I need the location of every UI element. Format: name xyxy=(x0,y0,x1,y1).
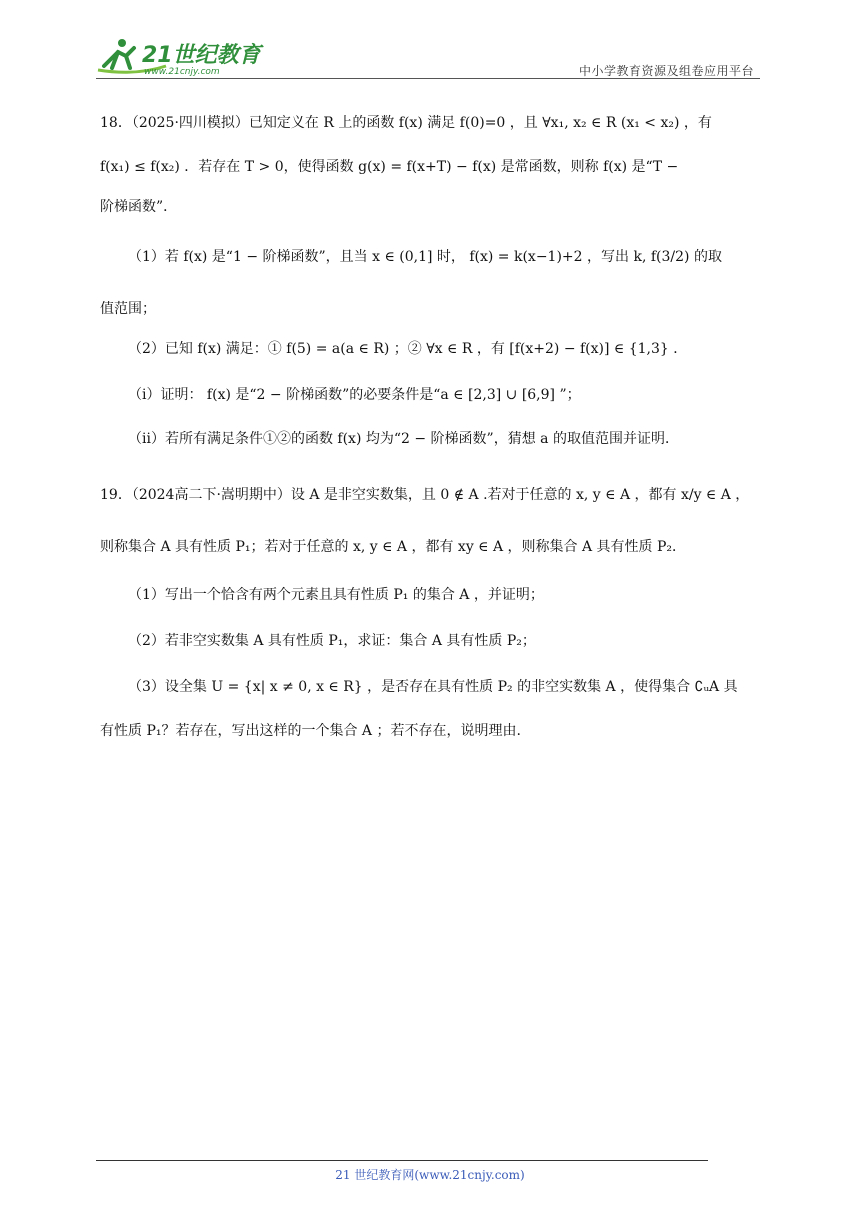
q19-line-1: 19．（2024高二下·嵩明期中）设 A 是非空实数集，且 0 ∉ A .若对于任意的 x, y ∈ A ，都有 x/y ∈ A ， xyxy=(100,487,750,503)
site-logo[interactable] xyxy=(96,36,266,76)
q19-part2: （2）若非空实数集 A 具有性质 P₁，求证：集合 A 具有性质 P₂； xyxy=(128,633,536,649)
footer-divider xyxy=(96,1160,708,1161)
svg-text:21世纪教育: 21世纪教育 xyxy=(142,43,261,68)
runner-logo-icon xyxy=(96,36,266,76)
q18-line-1: 18．（2025·四川模拟）已知定义在 R 上的函数 f(x) 满足 f(0)=0 ，且 ∀x₁, x₂ ∈ R (x₁ < x₂) ，有 xyxy=(100,115,712,131)
q18-part2: （2）已知 f(x) 满足：① f(5) = a(a ∈ R) ；② ∀x ∈ R ，有 [f(x+2) − f(x)] ∈ {1,3} ． xyxy=(128,341,688,357)
q18-part2-i: （i）证明： f(x) 是“2 − 阶梯函数”的必要条件是“a ∈ [2,3] ∪ [6,9] ”； xyxy=(128,387,581,403)
q18-part2-ii: （ii）若所有满足条件①②的函数 f(x) 均为“2 − 阶梯函数”，猜想 a 的取值范围并证明． xyxy=(128,431,679,447)
svg-text:www.21cnjy.com: www.21cnjy.com xyxy=(144,67,220,76)
footer-link[interactable]: 21 世纪教育网(www.21cnjy.com) xyxy=(335,1168,525,1182)
page-header xyxy=(96,30,760,82)
platform-name: 中小学教育资源及组卷应用平台 xyxy=(578,64,754,78)
q18-part1-line-1: （1）若 f(x) 是“1 − 阶梯函数”，且当 x ∈ (0,1] 时， f(x) = k(x−1)+2 ，写出 k, f(3/2) 的取 xyxy=(128,249,722,265)
q18-line-2: f(x₁) ≤ f(x₂) ．若存在 T > 0，使得函数 g(x) = f(x+T) − f(x) 是常函数，则称 f(x) 是“T − xyxy=(100,159,679,175)
header-divider xyxy=(96,78,760,79)
q18-line-3: 阶梯函数”． xyxy=(100,199,178,215)
q19-line-2: 则称集合 A 具有性质 P₁；若对于任意的 x, y ∈ A ，都有 xy ∈ A ，则称集合 A 具有性质 P₂． xyxy=(100,539,687,555)
q19-part1: （1）写出一个恰含有两个元素且具有性质 P₁ 的集合 A ，并证明； xyxy=(128,587,544,603)
q18-part1-line-2: 值范围； xyxy=(100,301,156,317)
q19-part3-line-2: 有性质 P₁？若存在，写出这样的一个集合 A ；若不存在，说明理由. xyxy=(100,723,521,739)
q19-part3-line-1: （3）设全集 U = {x| x ≠ 0, x ∈ R} ，是否存在具有性质 P₂ 的非空实数集 A ，使得集合 ∁ᵤA 具 xyxy=(128,679,738,695)
